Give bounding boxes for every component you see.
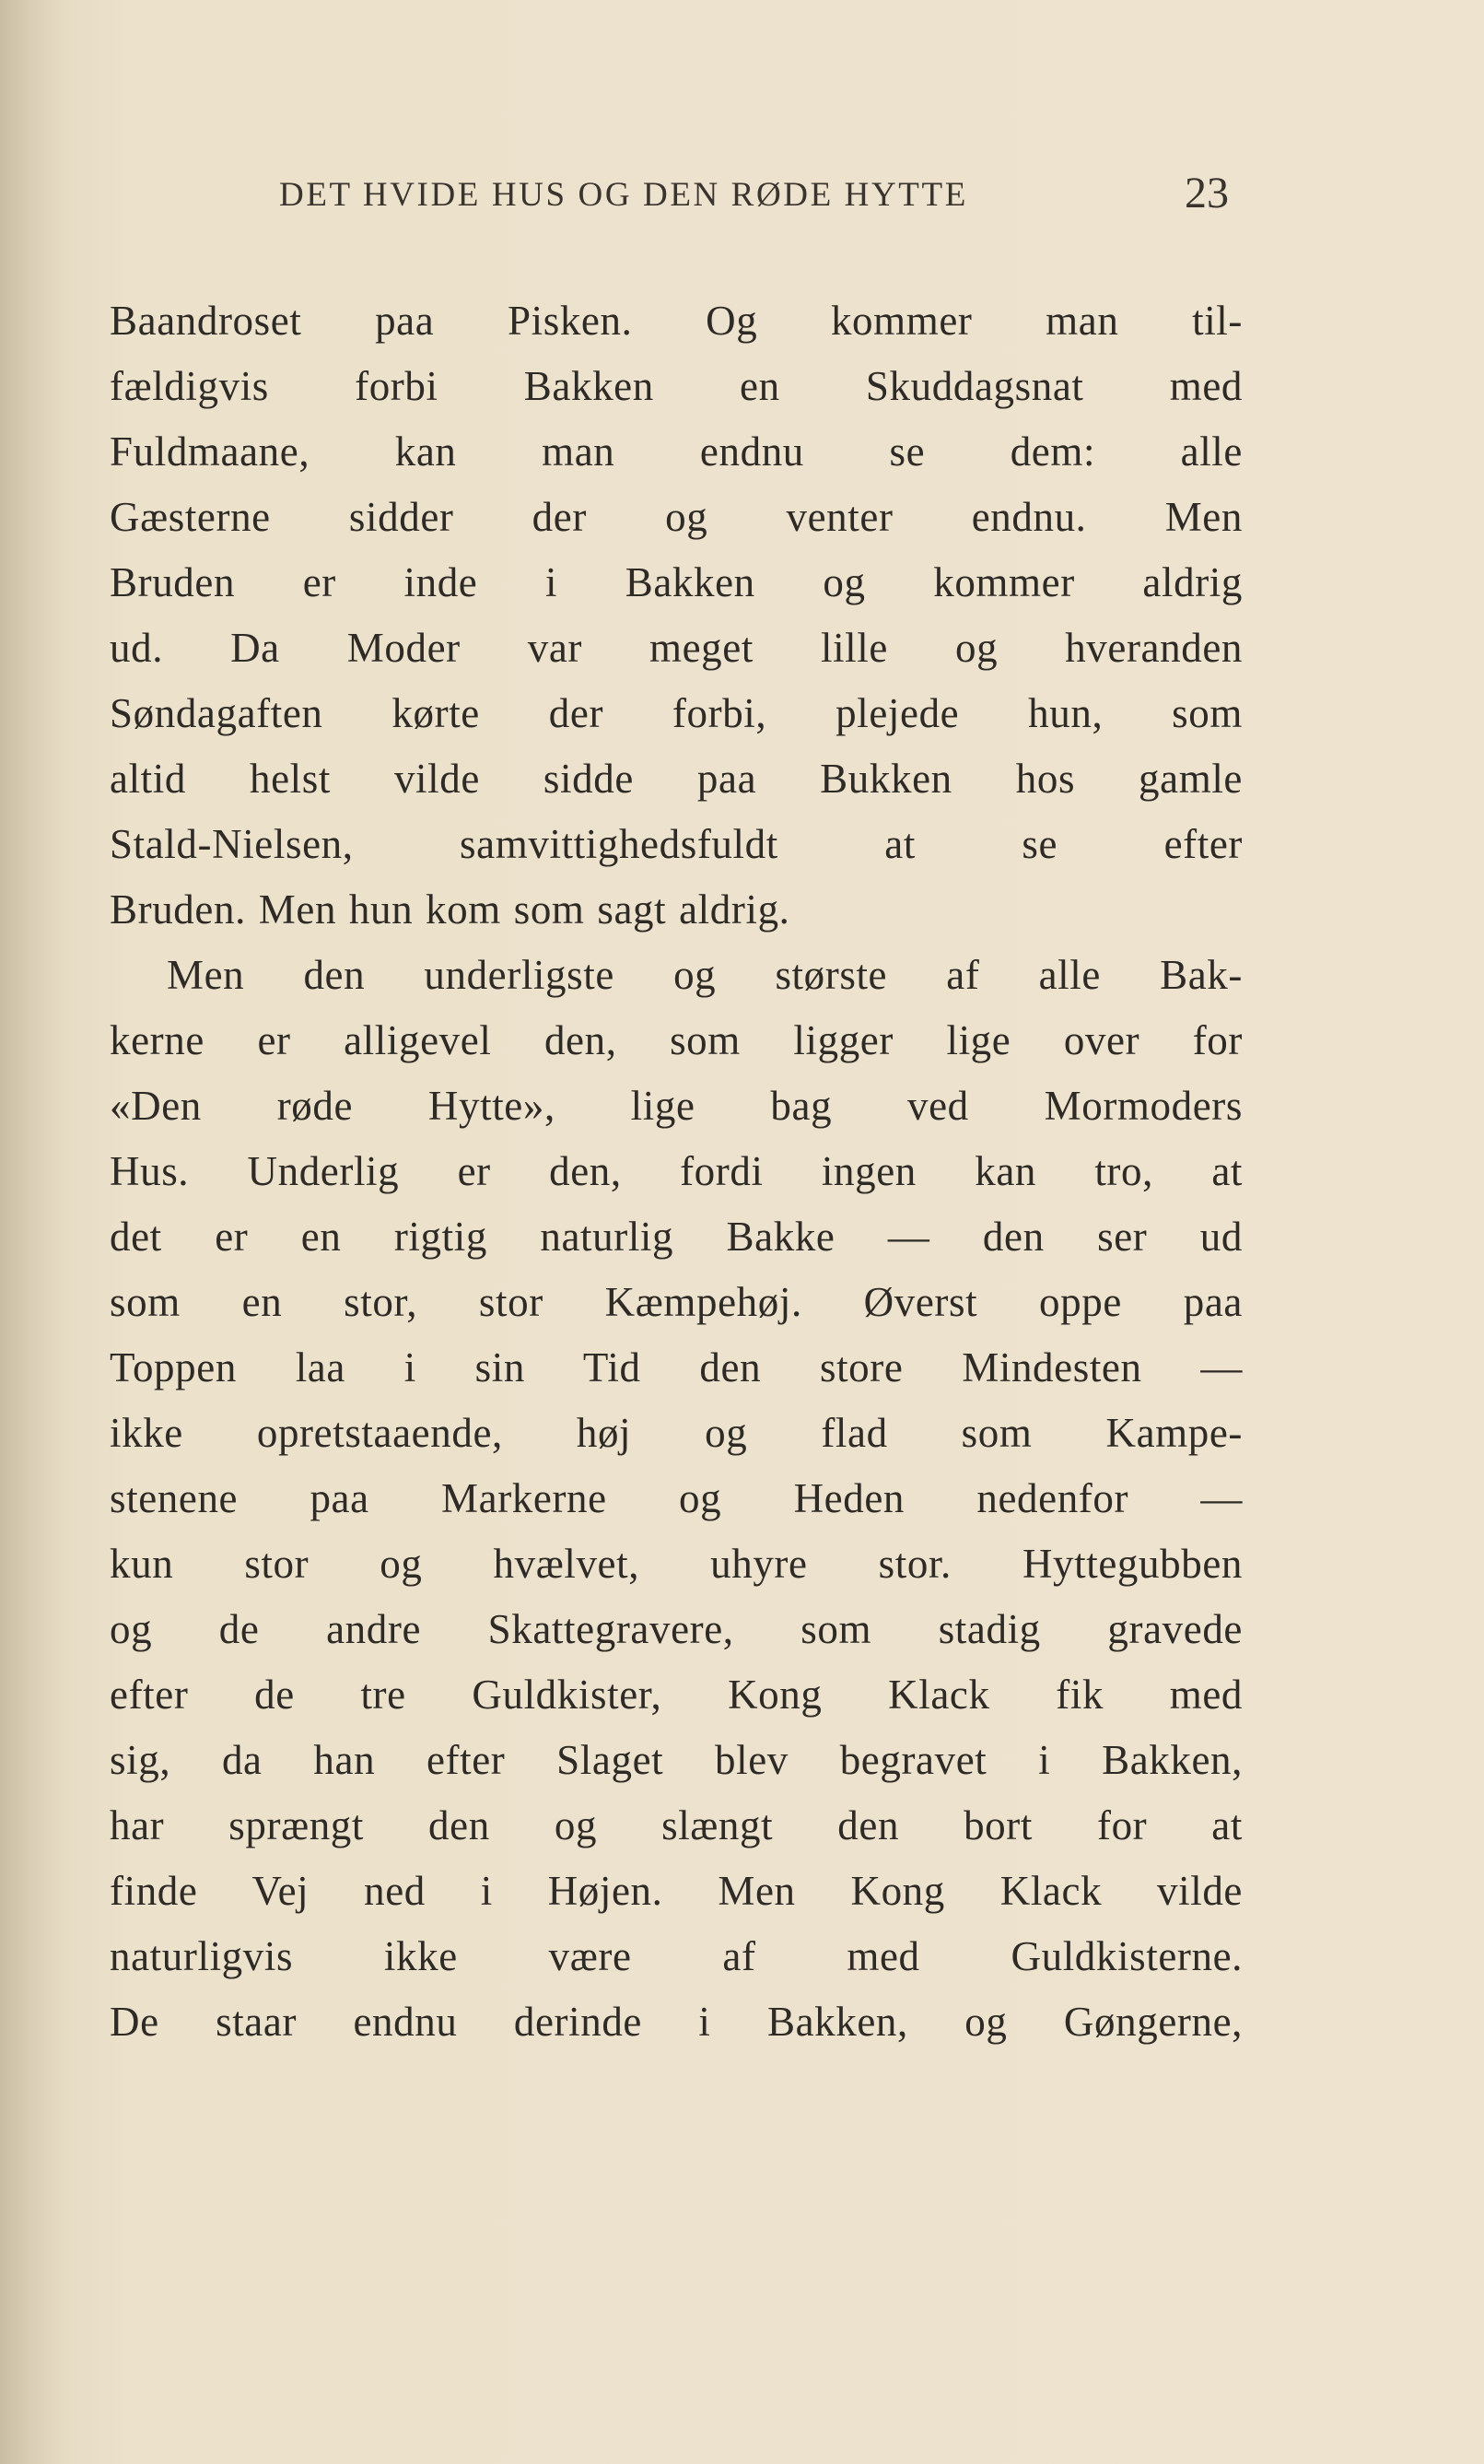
text-line: ikke opretstaaende, høj og flad som Kampe- [110,1410,1243,1456]
text-line: «Den røde Hytte», lige bag ved Mormoders [110,1083,1243,1129]
paragraph [110,288,1243,943]
text-line: Gæsterne sidder der og venter endnu. Men [110,494,1243,540]
page-number: 23 [1185,169,1229,217]
text-line: det er en rigtig naturlig Bakke — den ser ud [110,1214,1243,1260]
text-line: og de andre Skattegravere, som stadig gravede [110,1606,1243,1652]
text-line: Baandroset paa Pisken. Og kommer man til- [110,298,1243,344]
text-line: efter de tre Guldkister, Kong Klack fik med [110,1672,1243,1718]
text-line: kun stor og hvælvet, uhyre stor. Hyttegubben [110,1541,1243,1587]
text-line: Bruden er inde i Bakken og kommer aldrig [110,559,1243,605]
text-line: Hus. Underlig er den, fordi ingen kan tro, at [110,1148,1243,1194]
text-line: Toppen laa i sin Tid den store Mindesten — [110,1344,1243,1390]
text-line: Men den underligste og største af alle Bak- [167,952,1243,998]
running-title: DET HVIDE HUS OG DEN RØDE HYTTE [279,176,968,214]
body-text [110,288,1243,2055]
text-line: Fuldmaane, kan man endnu se dem: alle [110,428,1243,475]
text-line: altid helst vilde sidde paa Bukken hos gamle [110,756,1243,802]
text-line: stenene paa Markerne og Heden nedenfor — [110,1475,1243,1521]
text-line: De staar endnu derinde i Bakken, og Gøngerne, [110,1999,1243,2045]
text-line: sig, da han efter Slaget blev begravet i Bakken, [110,1737,1243,1783]
text-line: kerne er alligevel den, som ligger lige over for [110,1017,1243,1063]
text-line: som en stor, stor Kæmpehøj. Øverst oppe paa [110,1279,1243,1325]
text-line: naturligvis ikke være af med Guldkisterne. [110,1933,1243,1979]
text-line: finde Vej ned i Højen. Men Kong Klack vilde [110,1868,1243,1914]
text-line: Stald-Nielsen, samvittighedsfuldt at se efter [110,821,1243,867]
paragraph [110,943,1243,2055]
text-line: ud. Da Moder var meget lille og hveranden [110,625,1243,671]
running-head [0,168,1484,217]
text-line: fældigvis forbi Bakken en Skuddagsnat med [110,363,1243,409]
text-line: har sprængt den og slængt den bort for at [110,1802,1243,1848]
text-line: Bruden. Men hun kom som sagt aldrig. [110,886,790,933]
text-line: Søndagaften kørte der forbi, plejede hun, som [110,690,1243,736]
